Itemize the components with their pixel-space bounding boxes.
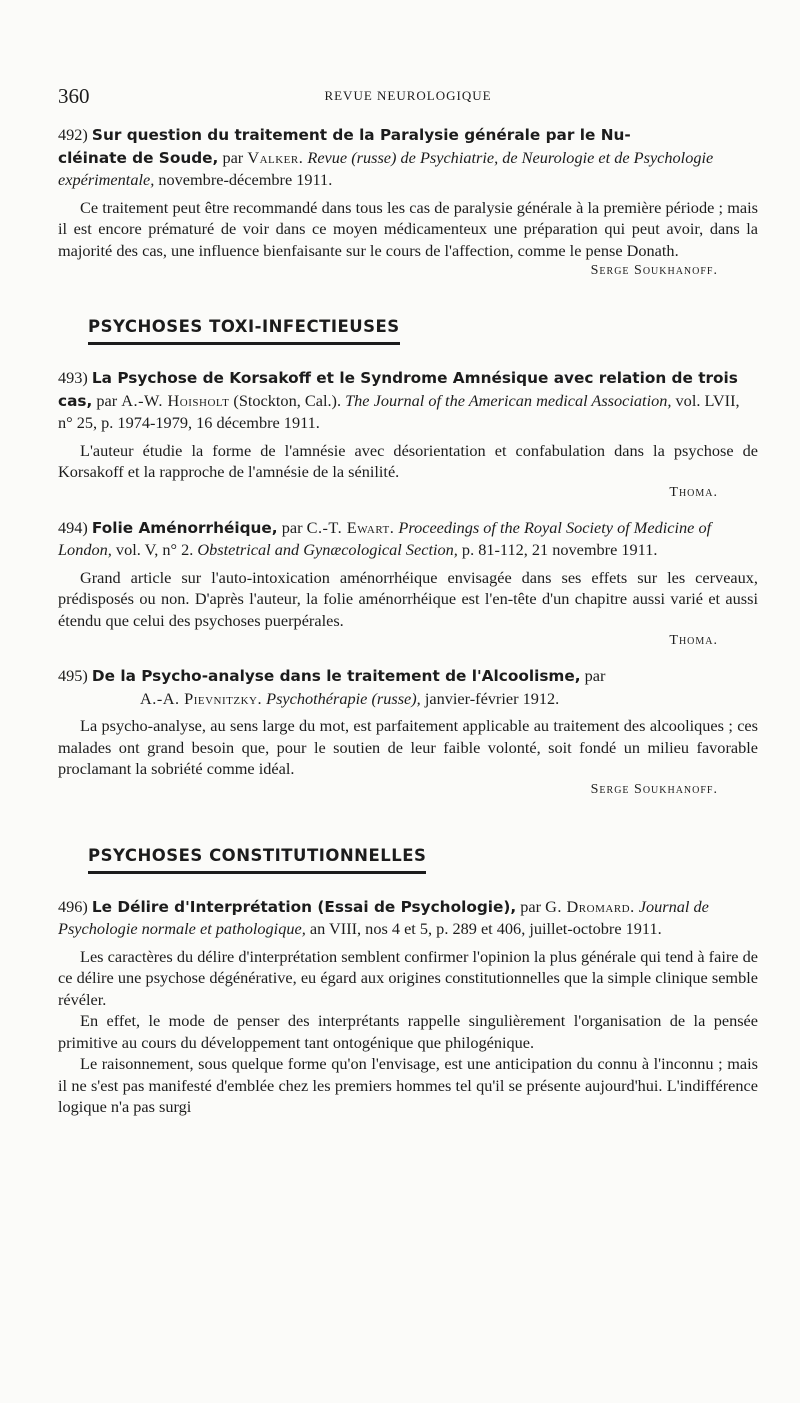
entry-body-2: En effet, le mode de penser des interprétants rappelle singulièrement l'organisation de la pensée primitive au cours du développement tant ontogénique que philogénique. [58,1011,758,1052]
abstract-496 [58,896,758,1118]
entry-title: Sur question du traitement de la Paralysie générale par le Nu- [91,126,631,144]
entry-journal: Proceedings of the Royal Society of Medicine of London, [58,517,712,559]
abstract-493 [58,367,758,503]
par-word: par [96,390,118,410]
entry-signature: Thoma. [669,633,718,648]
entry-author: A.-A. Pievnitzky. [140,688,263,708]
page-header [58,84,758,110]
entry-number: 492) [58,125,88,144]
entry-number: 495) [58,666,88,685]
entry-ref: an VIII, nos 4 et 5, p. 289 et 406, juillet-octobre 1911. [309,919,662,938]
entry-heading [58,896,758,940]
entry-journal: Revue (russe) de Psychiatrie, de Neurologie et de Psychologie expérimentale, [58,147,714,189]
entry-heading [58,517,758,561]
entry-signature: Serge Soukhanoff. [590,263,718,278]
section-heading-constit: PSYCHOSES CONSTITUTIONNELLES [88,846,426,874]
entry-title: Le Délire d'Interprétation (Essai de Psychologie), [91,897,517,916]
entry-number: 493) [58,368,88,387]
abstract-492 [58,124,758,281]
entry-heading [58,124,758,191]
entry-journal: Journal de Psychologie normale et pathologique, [58,896,709,938]
entry-title-cont: cléinate de Soude, [58,148,219,167]
entry-signature: Thoma. [669,484,718,500]
entry-place: (Stockton, Cal.). [233,390,342,410]
abstract-494 [58,517,758,652]
entry-date: janvier-février 1912. [424,688,560,708]
par-word: par [281,517,303,537]
entry-author: A.-W. Hoisholt [121,390,230,410]
entry-author: C.-T. Ewart. [306,517,395,537]
entry-heading [58,367,758,434]
par-word: par [520,896,542,916]
entry-title: La Psychose de Korsakoff et le Syndrome Amnésique avec relation de trois cas, [58,369,738,410]
entry-ref-pages: p. 81-112, 21 novembre 1911. [461,540,658,559]
entry-number: 496) [58,896,88,916]
entry-ref: vol. V, n° 2. [115,540,194,559]
running-title: REVUE NEUROLOGIQUE [324,88,492,103]
entry-byline [58,689,559,708]
par-word: par [222,147,244,167]
entry-journal: Psychothérapie (russe), [266,688,421,708]
entry-title: Folie Aménorrhéique, [91,518,278,537]
abstract-495 [58,665,758,800]
entry-journal: The Journal of the American medical Association, [345,390,672,410]
page-content [58,124,758,1118]
section-heading-toxi: PSYCHOSES TOXI-INFECTIEUSES [88,317,400,345]
entry-body: La psycho-analyse, au sens large du mot, est parfaitement applicable au traitement des alcooliques ; ces malades ont grand besoin que, pour le soutien de leur faible volonté, soit fondé un milieu favorable proclamant la sobriété comme idéal. [58,716,758,778]
section-constit-wrapper [58,846,758,874]
entry-author: Valker. [247,147,304,167]
entry-body-3: Le raisonnement, sous quelque forme qu'on l'envisage, est une anticipation du connu à l'inconnu ; mais il ne s'est pas manifesté d'emblée chez les premiers hommes tel qu'il se présente aujourd'hui. L'indifférence logique n'a pas surgi [58,1054,758,1116]
entry-body: L'auteur étudie la forme de l'amnésie avec désorientation et confabulation dans la psychose de Korsakoff et la rapproche de l'amnésie de la sénilité. [58,440,758,481]
entry-body: Grand article sur l'auto-intoxication aménorrhéique envisagée dans ses effets sur les cerveaux, prédisposés ou non. D'après l'auteur, la folie aménorrhéique est l'en-tête d'un chapitre aussi varié et aussi étendu que celui des psychoses puerpérales. [58,567,758,630]
entry-title: De la Psycho-analyse dans le traitement de l'Alcoolisme, [91,667,581,685]
section-toxi-wrapper [58,317,758,345]
entry-heading [58,665,758,709]
page-number: 360 [58,84,90,108]
entry-section: Obstetrical and Gynæcological Section, [197,540,458,559]
entry-body: Ce traitement peut être recommandé dans tous les cas de paralysie générale à la première période ; mais il est encore prématuré de voir dans ce moyen médicamenteux une préparation qui peut avoir, dans la majorité des cas, une influence bienfaisante sur le cours de l'affection, comme le pense Donath. [58,197,758,260]
entry-body-1: Les caractères du délire d'interprétation semblent confirmer l'opinion la plus générale qui tend à faire de ce délire une psychose dégénérative, eu égard aux origines constitutionnelles que la simple clinique semble révéler. [58,946,758,1009]
entry-ref: vol. LVII, n° 25, p. 1974-1979, 16 décembre 1911. [58,390,740,432]
entry-signature: Serge Soukhanoff. [590,781,718,797]
par-word: par [584,666,606,685]
entry-date: novembre-décembre 1911. [158,170,333,189]
entry-number: 494) [58,517,88,537]
entry-author: G. Dromard. [545,896,635,916]
